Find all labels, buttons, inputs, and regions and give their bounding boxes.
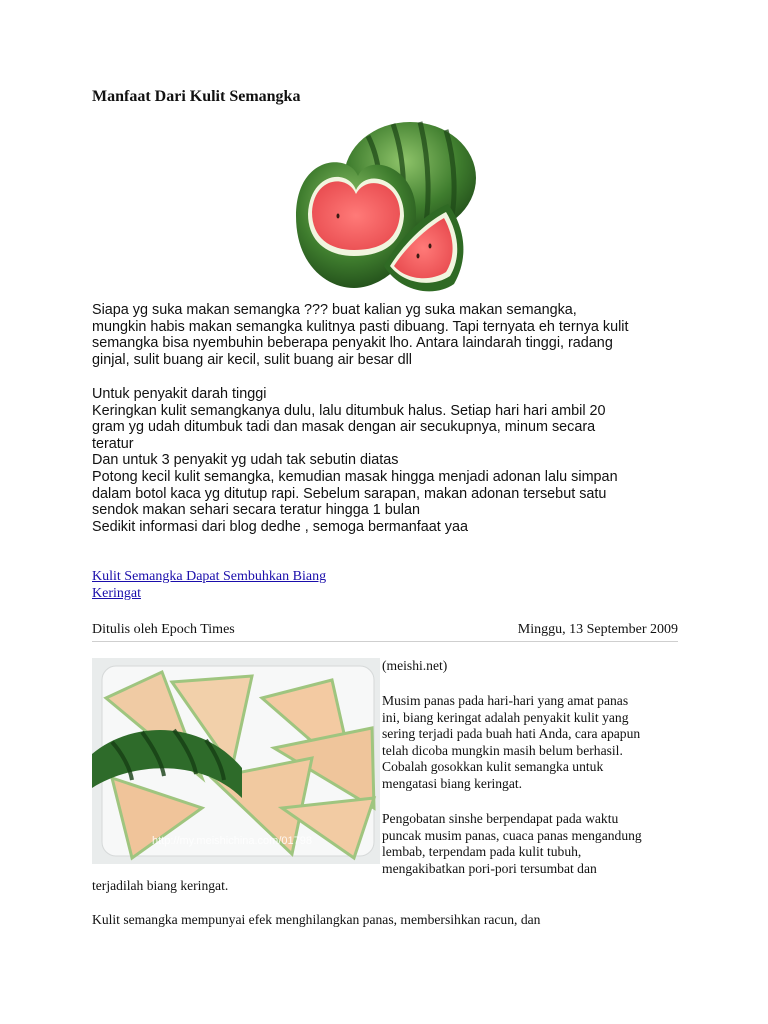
watermelon-rind-photo: [92, 658, 380, 864]
article-link[interactable]: Kulit Semangka Dapat Sembuhkan Biang Keringat: [92, 569, 327, 601]
paragraph-1: Musim panas pada hari-hari yang amat panas ini, biang keringat adalah penyakit kulit yang sering terjadi pada buah hati Anda, cara apapun telah dicoba mungkin masih belum berhasil. Cobalah gosokkan kulit semangka untuk mengatasi biang keringat.: [382, 693, 641, 791]
author: Ditulis oleh Epoch Times: [92, 622, 235, 637]
photo-watermark: http://my.meishichina.com/01798: [152, 835, 312, 847]
publish-date: Minggu, 13 September 2009: [517, 622, 678, 637]
paragraph-2: Pengobatan sinshe berpendapat pada waktu puncak musim panas, cuaca panas mengandung lembab, terpendam pada kulit tubuh, mengakibatkan pori-pori tersumbat dan: [382, 811, 642, 876]
watermelon-image: [288, 116, 484, 306]
intro-paragraph: Siapa yg suka makan semangka ??? buat kalian yg suka makan semangka, mungkin habis makan semangka kulitnya pasti dibuang. Tapi ternyata eh ternya kulit semangka bisa nyembuhin beberapa penyakit lho. Antara laindarah tinggi, radang ginjal, sulit buang air kecil, sulit buang air besar dll: [92, 302, 629, 368]
byline: [92, 621, 678, 642]
source-note: (meishi.net): [382, 658, 448, 673]
remedy-paragraph: Untuk penyakit darah tinggi Keringkan kulit semangkanya dulu, lalu ditumbuk halus. Setiap hari hari ambil 20 gram yg udah ditumbuk tadi dan masak dengan air secukupnya, minum secara teratur Dan untuk 3 penyakit yg udah tak sebutin diatas Potong kecil kulit semangka, kemudian masak hingga menjadi adonan lalu simpan dalam botol kaca yg ditutup rapi. Sebelum sarapan, makan adonan tersebut satu sendok makan sehari secara teratur hingga 1 bulan Sedikit informasi dari blog dedhe , semoga bermanfaat yaa: [92, 386, 618, 535]
paragraph-2-end: terjadilah biang keringat.: [92, 878, 229, 893]
paragraph-3: Kulit semangka mempunyai efek menghilangkan panas, membersihkan racun, dan: [92, 912, 541, 927]
article-title: Manfaat Dari Kulit Semangka: [92, 88, 301, 105]
